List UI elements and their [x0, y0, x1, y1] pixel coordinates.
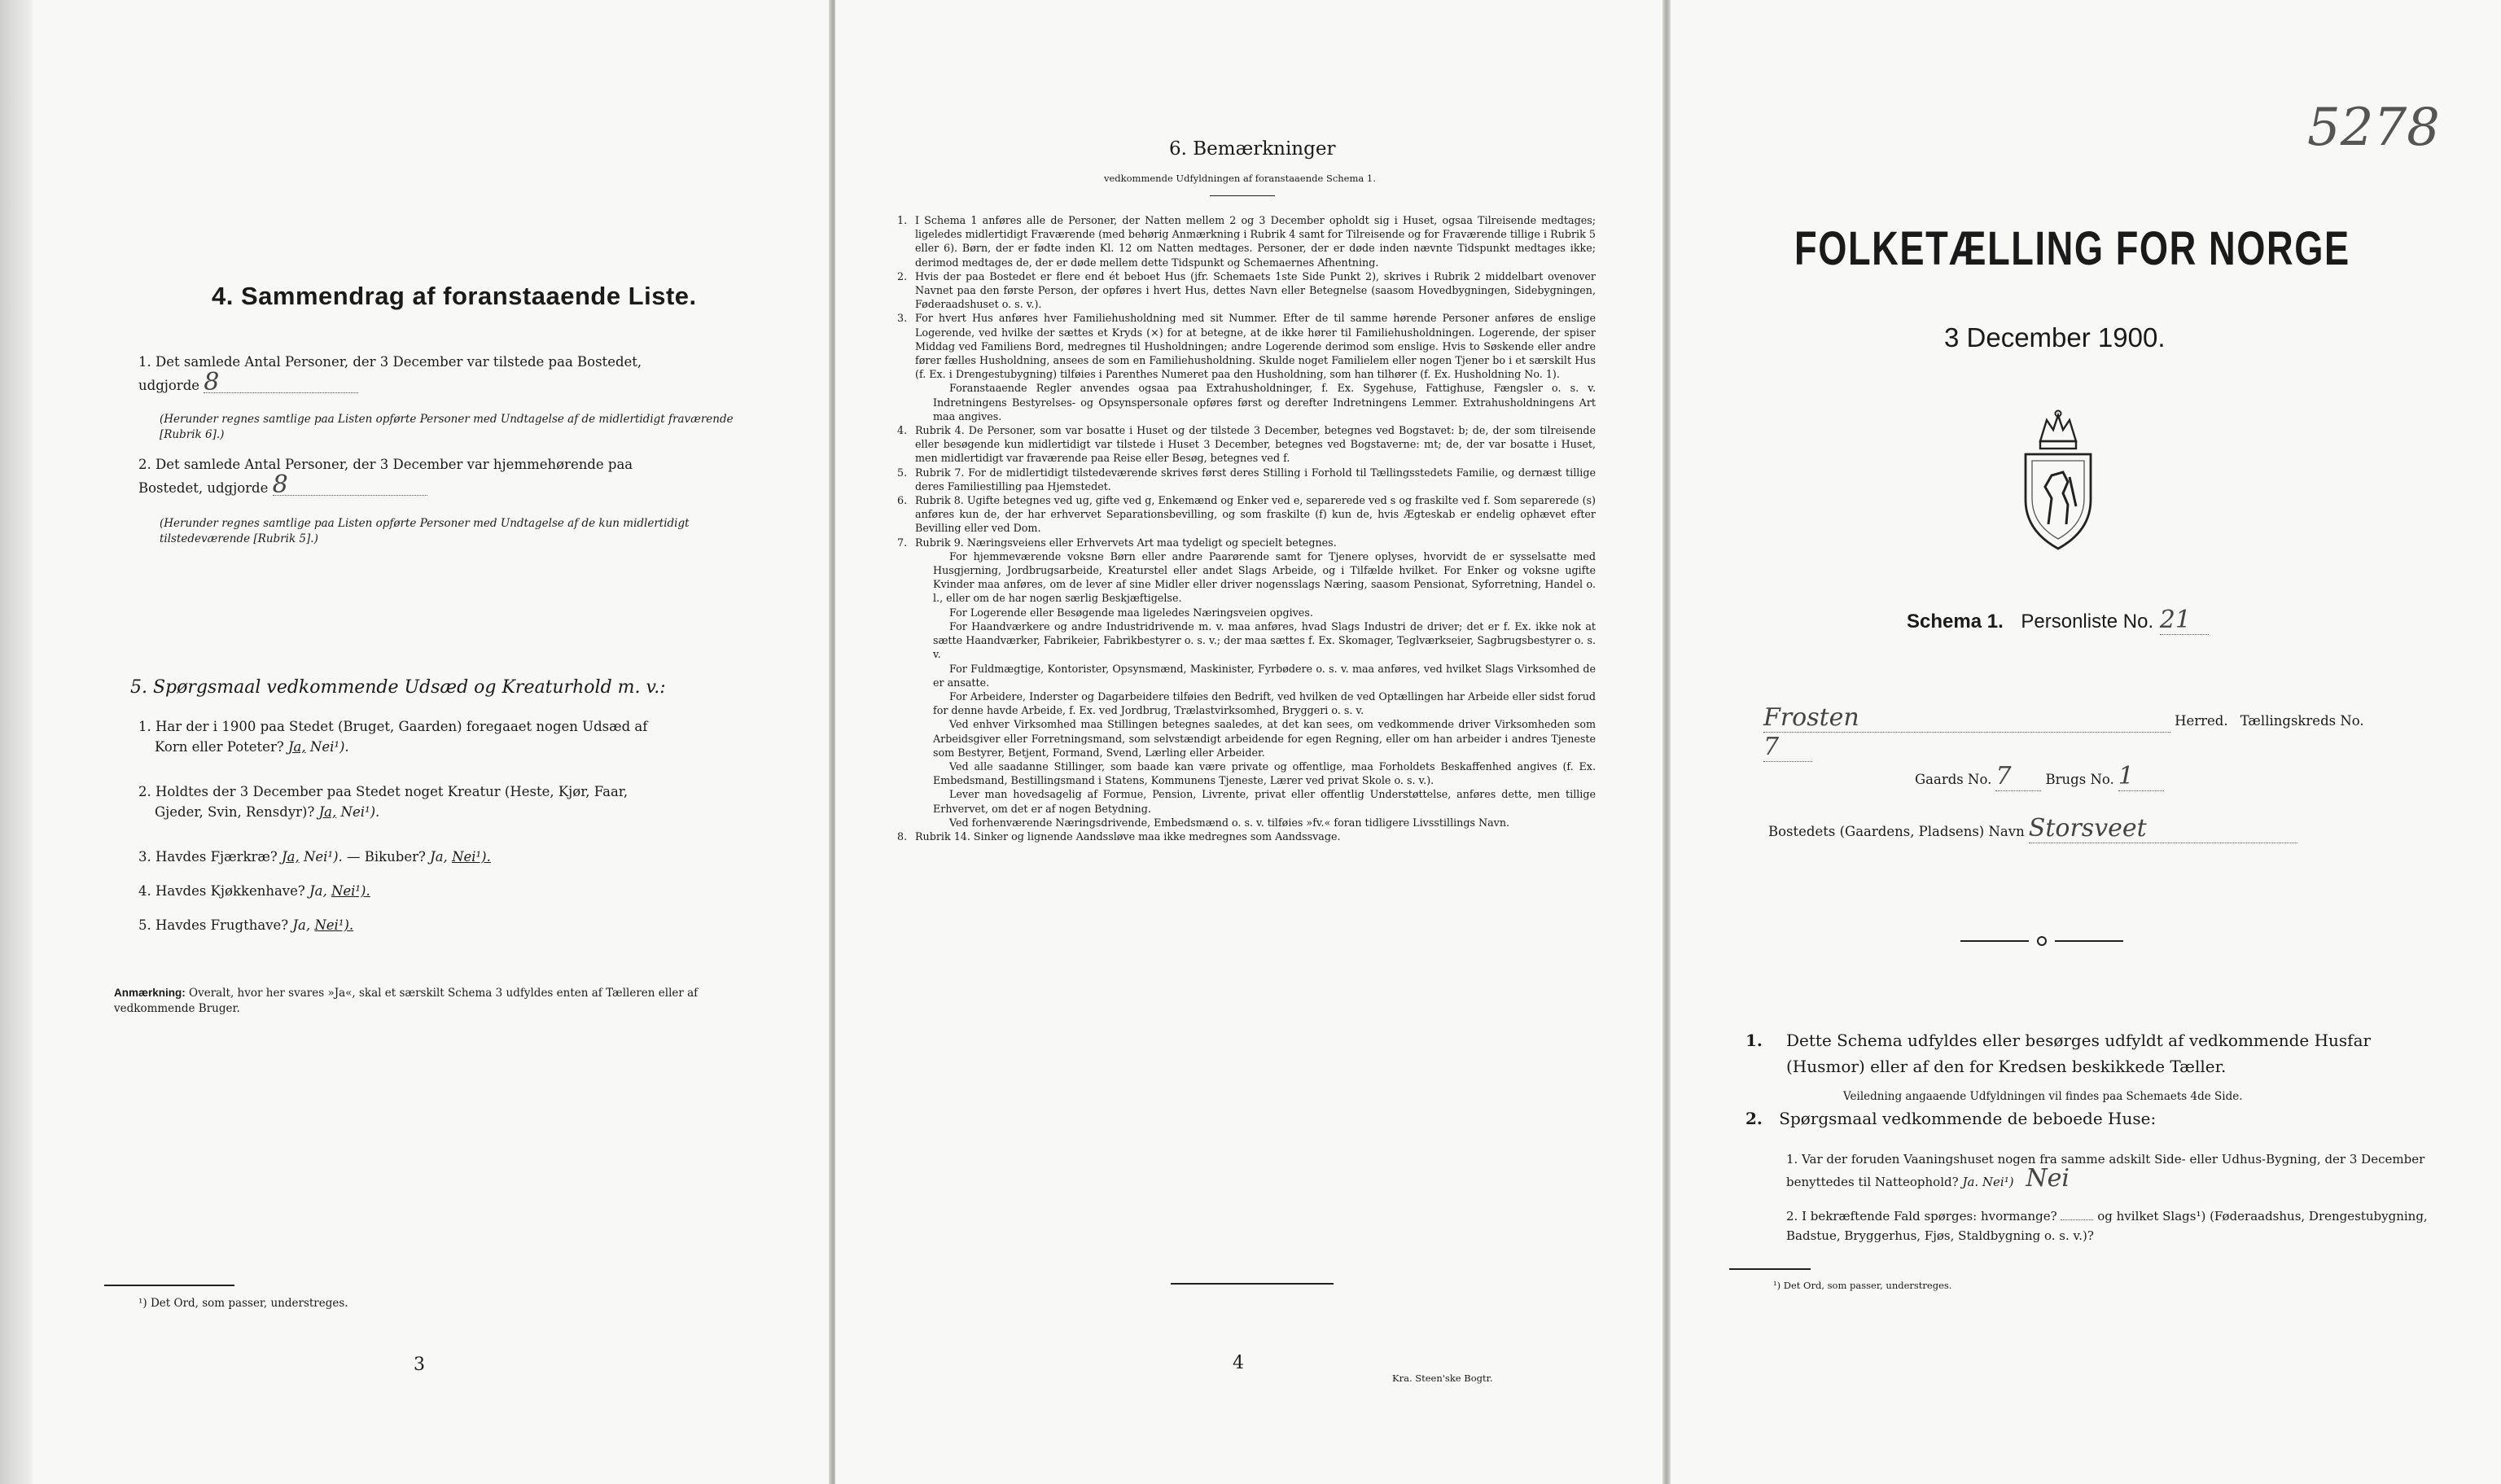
gaards-line: Gaards No. 7 Brugs No. 1	[1915, 762, 2164, 791]
bosted-name-field[interactable]: Storsveet	[2029, 814, 2297, 843]
printer-imprint: Kra. Steen'ske Bogtr.	[1392, 1372, 1493, 1384]
summary-item-1: 1. Det samlede Antal Personer, der 3 December var tilstede paa Bostedet, udgjorde 8	[138, 354, 642, 396]
section-5-title: 5. Spørgsmaal vedkommende Udsæd og Kreaturhold m. v.:	[130, 677, 666, 698]
remarks-title: 6. Bemærkninger	[1169, 138, 1336, 160]
remark-number: 1.	[897, 214, 908, 226]
remark: Anmærkning: Overalt, hvor her svares »Ja«, skal et særskilt Schema 3 udfyldes enten af Tælleren eller af vedkommende Bruger.	[114, 987, 699, 1015]
remark-text: Rubrik 9. Næringsveiens eller Erhvervets Art maa tydeligt og specielt betegnes.	[915, 536, 1337, 549]
remark-item	[897, 466, 1596, 493]
footnote-rule	[104, 1285, 234, 1286]
answer-yes[interactable]: Ja,	[318, 804, 337, 820]
instruction-1: 1. Dette Schema udfyldes eller besørges udfyldt af vedkommende Husfar (Husmor) eller af den for Kredsen beskikkede Tæller.	[1745, 1031, 2372, 1076]
question-5-4: 4. Havdes Kjøkkenhave? Ja, Nei¹).	[138, 883, 370, 899]
resident-count-field[interactable]: 8	[273, 475, 427, 496]
remark-item	[915, 689, 1596, 717]
remark-text: Rubrik 14. Sinker og lignende Aandssløve maa ikke medregnes som Aandssvage.	[915, 830, 1341, 843]
brugs-number-field[interactable]: 1	[2118, 762, 2164, 791]
remark-number: 8.	[897, 830, 908, 843]
summary-item-1-note: (Herunder regnes samtlige paa Listen opførte Personer med Undtagelse af de midlertidigt fraværende [Rubrik 6].)	[160, 413, 734, 441]
herred-line: Frosten Herred. Tællingskreds No. 7	[1763, 703, 2364, 761]
summary-item-2-note: (Herunder regnes samtlige paa Listen opførte Personer med Undtagelse af de kun midlertidigt tilstedeværende [Rubrik 5].)	[160, 517, 690, 545]
answer-yes-no[interactable]: Ja. Nei¹)	[1962, 1175, 2014, 1189]
remark-text: Ved enhver Virksomhed maa Stillingen betegnes saaledes, at det kan sees, om vedkommende driver Virksomheden som Arbeidsgiver eller Forretningsmand, som selvstændigt arbeidende for egen Regning, eller om han arbeider i andres Tjeneste som Bestyrer, Betjent, Formand, Svend, Lærling eller Arbeider.	[933, 718, 1596, 759]
remark-number: 6.	[897, 494, 908, 507]
bosted-line: Bostedets (Gaardens, Pladsens) Navn Storsveet	[1768, 814, 2297, 843]
remark-number: 4.	[897, 424, 908, 437]
answer-no[interactable]: Nei¹).	[331, 883, 370, 899]
answer-yes[interactable]: Ja,	[282, 849, 300, 865]
archive-number: 5278	[2307, 98, 2440, 158]
section-4-title: 4. Sammendrag af foranstaaende Liste.	[212, 282, 697, 310]
question-5-2: 2. Holdtes der 3 December paa Stedet noget Kreatur (Heste, Kjør, Faar, Gjeder, Svin, Rensdyr)? Ja, Nei¹).	[138, 784, 629, 820]
page-4-sheet	[835, 0, 1664, 1484]
herred-field[interactable]: Frosten	[1763, 703, 2170, 733]
remark-text: Rubrik 7. For de midlertidigt tilstedeværende skrives først deres Stilling i Forhold til Tællingsstedets Familie, og dernæst tillige deres Familiestilling paa Hjemstedet.	[915, 466, 1596, 492]
summary-item-2: 2. Det samlede Antal Personer, der 3 December var hjemmehørende paa Bostedet, udgjorde 8	[138, 457, 633, 499]
answer-no[interactable]: Nei¹).	[314, 917, 354, 933]
remark-item	[915, 619, 1596, 662]
page-number: 4	[1233, 1353, 1244, 1373]
remark-number: 2.	[897, 269, 908, 282]
remark-text: For hvert Hus anføres hver Familiehusholdning med sit Nummer. Efter de til samme hørende Personer anføres de enslige Logerende, ved hvilke der sættes et Kryds (×) for at betegne, at de ikke hører til Familiehusholdningen. Logerende, der spiser Middag ved Familiens Bord, medregnes til Husholdningen; andre Logerende derimod som enslige. Hvis to Søskende eller andre fører fælles Husholdning, ansees de som en Familiehusholdning. Skulde noget Familielem eller nogen Tjener bo i et særskilt Hus (f. Ex. i Drengestubygning) tilføies i Parenthes Numeret paa den Husholdning, som han tilhører (f. Ex. Husholdning No. 1).	[915, 312, 1596, 381]
instruction-1-note: Veiledning angaaende Udfyldningen vil findes paa Schemaets 4de Side.	[1843, 1090, 2243, 1103]
remark-item	[897, 536, 1596, 549]
house-question-2: 2. I bekræftende Fald spørges: hvormange? og hvilket Slags¹) (Føderaadshus, Drengestubygning, Badstue, Bryggerhus, Fjøs, Staldbygning o. s. v.)?	[1786, 1209, 2428, 1243]
remark-item	[915, 787, 1596, 815]
remark-text: Foranstaaende Regler anvendes ogsaa paa Extrahusholdninger, f. Ex. Sygehuse, Fattighuse, Fængsler o. s. v. Indretningens Bestyrelses- og Opsynspersonale opføres først og derefter Indretningens Lemmer. Extrahusholdningens Art maa angives.	[933, 382, 1596, 422]
remark-text: For Arbeidere, Inderster og Dagarbeidere tilføies den Bedrift, ved hvilken de ved Optællingen har Arbeide eller sidst forud for denne havde Arbeide, f. Ex. ved Jordbrug, Trælastvirksomhed, Bryggeri o. s. v.	[933, 689, 1596, 717]
remark-item	[915, 662, 1596, 689]
page-3-sheet	[0, 0, 830, 1484]
footnote: ¹) Det Ord, som passer, understreges.	[1773, 1280, 1952, 1291]
remark-number: 5.	[897, 466, 908, 479]
remark-text: Rubrik 8. Ugifte betegnes ved ug, gifte ved g, Enkemænd og Enker ved e, separerede ved s og fraskilte ved f. Som separerede (s) anføres kun de, der har erhvervet Separationsbevilling, og som fraskilte (f) kun de, hvis Ægteskab er endelig ophævet efter Bevilling eller ved Dom.	[915, 494, 1596, 535]
remark-item	[915, 816, 1596, 830]
remark-item	[915, 606, 1596, 619]
answer-yes[interactable]: Ja,	[287, 739, 306, 755]
gaards-number-field[interactable]: 7	[1995, 762, 2041, 791]
answer-yes[interactable]: Ja,	[292, 917, 311, 933]
remarks-list	[897, 213, 1596, 843]
end-rule	[1171, 1283, 1334, 1285]
remark-item	[915, 760, 1596, 787]
page-number: 3	[414, 1355, 425, 1375]
remark-text: Ved forhenværende Næringsdrivende, Embedsmænd o. s. v. tilføies »fv.« foran tidligere Livsstillings Navn.	[949, 816, 1510, 829]
remark-text: Lever man hovedsagelig af Formue, Pension, Livrente, privat eller offentlig Understøttelse, anføres dette, men tillige Erhvervet, om det er af nogen Betydning.	[933, 788, 1596, 815]
remark-item	[897, 493, 1596, 536]
handwritten-answer: Nei	[2026, 1164, 2070, 1193]
remark-item	[897, 423, 1596, 466]
remark-number: 7.	[897, 536, 908, 549]
remark-item	[915, 549, 1596, 606]
answer-yes[interactable]: Ja,	[309, 883, 327, 899]
remark-item	[915, 381, 1596, 423]
remark-text: I Schema 1 anføres alle de Personer, der Natten mellem 2 og 3 December opholdt sig i Huset, ogsaa Tilreisende medtages; ligeledes midlertidigt Fraværende (med behørig Anmærkning i Rubrik 4 samt for Tilreisende og for Fraværende tillige i Rubrik 5 eller 6). Børn, der er fødte inden Kl. 12 om Natten medtages. Personer, der er døde inden nævnte Tidspunkt medtages ikke; derimod medtages de, der er døde mellem dette Tidspunkt og Schemaernes Afhentning.	[915, 214, 1596, 269]
page-fold	[1662, 0, 1671, 1484]
personliste-number-field[interactable]: 21	[2160, 606, 2209, 635]
census-date: 3 December 1900.	[1944, 322, 2166, 352]
question-5-3: 3. Havdes Fjærkræ? Ja, Nei¹). — Bikuber? Ja, Nei¹).	[138, 849, 491, 865]
remarks-subtitle: vedkommende Udfyldningen af foranstaaende Schema 1.	[1104, 173, 1376, 184]
schema-line: Schema 1. Personliste No. 21	[1907, 606, 2209, 635]
remark-item	[897, 269, 1596, 312]
title-rule	[1210, 195, 1275, 196]
remark-item	[897, 311, 1596, 381]
coat-of-arms-icon	[2019, 409, 2097, 552]
present-count-field[interactable]: 8	[204, 372, 358, 393]
remark-number: 3.	[897, 312, 908, 325]
remark-text: Rubrik 4. De Personer, som var bosatte i Huset og der tilstede 3 December, betegnes ved Bogstavet: b; de, der som tilreisende eller besøgende kun midlertidigt var tilstede i Huset 3 December, betegnes ved Bogstaverne: mt; de, der var bosatte i Huset, men midlertidigt var fraværende paa Reise eller Besøg, betegnes ved f.	[915, 424, 1596, 465]
answer-no[interactable]: Nei¹).	[303, 849, 343, 865]
answer-no[interactable]: Nei¹).	[340, 804, 380, 820]
kreds-number-field[interactable]: 7	[1763, 733, 1812, 762]
answer-yes[interactable]: Ja,	[430, 849, 448, 865]
house-question-1: 1. Var der foruden Vaaningshuset nogen fra samme adskilt Side- eller Udhus-Bygning, der 3 December benyttedes til Natteophold? Ja. Nei¹) Nei	[1786, 1152, 2425, 1193]
remark-item	[897, 830, 1596, 843]
ornament-divider-icon	[1960, 935, 2123, 948]
census-title: FOLKETÆLLING FOR NORGE	[1794, 222, 2350, 275]
footnote: ¹) Det Ord, som passer, understreges.	[138, 1297, 348, 1310]
footnote-rule	[1729, 1268, 1811, 1270]
remark-text: Ved alle saadanne Stillinger, som baade kan være private og offentlige, maa Forholdets Beskaffenhed angives (f. Ex. Embedsmand, Bestillingsmand i Statens, Kommunens Tjeneste, Lærer ved privat Skole o. s. v.).	[933, 760, 1596, 787]
front-page-sheet	[1671, 0, 2501, 1484]
remark-text: Hvis der paa Bostedet er flere end ét beboet Hus (jfr. Schemaets 1ste Side Punkt 2), skrives i Rubrik 2 middelbart ovenover Navnet paa den første Person, der opføres i hvert Hus, dettes Navn eller Betegnelse (saasom Hovedbygningen, Sidebygningen, Føderaadshuset o. s. v.).	[915, 269, 1596, 311]
answer-no[interactable]: Nei¹).	[452, 849, 491, 865]
remark-text: For Haandværkere og andre Industridrivende m. v. maa anføres, hvad Slags Industri de driver; det er f. Ex. ikke nok at sætte Haandværker, Fabrikeier, Fabrikbestyrer o. s. v.; der maa sættes f. Ex. Skomager, Teglværkseier, Sagbrugsbestyrer o. s. v.	[933, 619, 1596, 661]
instruction-2: 2. Spørgsmaal vedkommende de beboede Huse:	[1745, 1109, 2157, 1128]
remark-text: For hjemmeværende voksne Børn eller andre Paarørende samt for Tjenere oplyses, hvorvidt de er sysselsatte med Husgjerning, Jordbrugsarbeide, Kreaturstel eller andet Slags Arbeide, og i Tilfælde hvilket. For Enker og voksne ugifte Kvinder maa anføres, om de lever af sine Midler eller driver nogensslags Næring, saasom Pensionat, Syforretning, Handel o. l., eller om de har nogen særlig Beskjæftigelse.	[933, 549, 1596, 605]
page-edge	[0, 0, 33, 1484]
remark-item	[897, 213, 1596, 269]
remark-text: For Fuldmægtige, Kontorister, Opsynsmænd, Maskinister, Fyrbødere o. s. v. maa anføres, ved hvilket Slags Virksomhed de er ansatte.	[933, 662, 1596, 689]
remark-text: For Logerende eller Besøgende maa ligeledes Næringsveien opgives.	[949, 606, 1313, 619]
answer-no[interactable]: Nei¹).	[309, 739, 349, 755]
remark-item	[915, 717, 1596, 760]
question-5-1: 1. Har der i 1900 paa Stedet (Bruget, Gaarden) foregaaet nogen Udsæd af Korn eller Poteter? Ja, Nei¹).	[138, 719, 648, 755]
question-5-5: 5. Havdes Frugthave? Ja, Nei¹).	[138, 917, 354, 933]
count-field[interactable]	[2061, 1219, 2093, 1220]
